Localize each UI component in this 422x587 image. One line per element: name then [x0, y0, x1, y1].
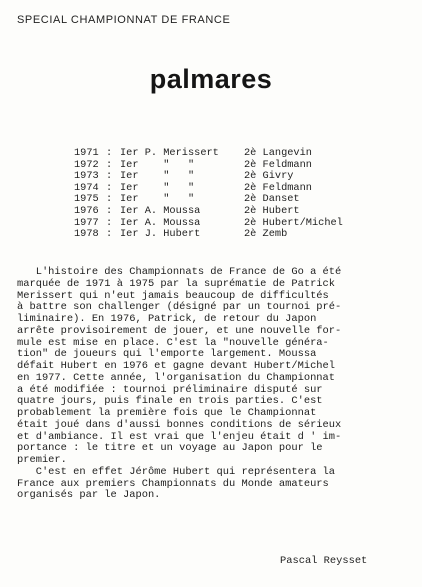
palmares-year: 1971 [74, 147, 99, 159]
page-title: palmares [149, 64, 273, 94]
palmares-row [74, 148, 364, 160]
article-line: était joué dans d'aussi bonnes conditions de sérieux [17, 418, 342, 431]
palmares-runner-up: 2è Hubert [244, 204, 300, 217]
palmares-list [74, 148, 364, 241]
palmares-winner: Ier J. Hubert [120, 228, 201, 241]
article-line: premier. [17, 454, 67, 466]
palmares-separator: : [106, 216, 113, 229]
palmares-runner-up: 2è Zemb [244, 228, 288, 241]
palmares-runner-up: 2è Danset [244, 193, 300, 206]
palmares-winner: Ier A. Moussa [120, 216, 201, 229]
article-line: mule est mise en place. C'est la "nouvelle généra- [17, 336, 329, 349]
palmares-winner: Ier " " [120, 193, 195, 206]
palmares-runner-up: 2è Hubert/Michel [244, 216, 343, 229]
palmares-separator: : [106, 181, 113, 194]
article-line: L'histoire des Championnats de France de Go a été [17, 266, 342, 278]
palmares-year: 1976 [74, 204, 99, 217]
article-body [17, 267, 417, 502]
palmares-separator: : [106, 147, 113, 159]
article-line: a été modifiée : tournoi préliminaire disputé sur [17, 383, 323, 396]
palmares-year: 1977 [74, 216, 99, 229]
article-line: quatre jours, puis finale en trois parties. C'est [17, 395, 323, 408]
article-line: C'est en effet Jérôme Hubert qui représentera la [17, 465, 336, 478]
article-line: arrête provisoirement de jouer, et une nouvelle for- [17, 324, 342, 337]
palmares-separator: : [106, 204, 113, 217]
palmares-year: 1972 [74, 158, 99, 171]
palmares-runner-up: 2è Langevin [244, 147, 312, 159]
palmares-year: 1978 [74, 228, 99, 241]
palmares-runner-up: 2è Givry [244, 170, 294, 183]
palmares-row [74, 218, 364, 230]
palmares-separator: : [106, 170, 113, 183]
palmares-winner: Ier P. Merissert [120, 147, 219, 159]
palmares-separator: : [106, 158, 113, 171]
article-line: Merissert qui n'eut jamais beaucoup de difficultés [17, 289, 329, 302]
article-line: en 1977. Cette année, l'organisation du Championnat [17, 371, 336, 384]
palmares-year: 1973 [74, 170, 99, 183]
article-line: défait Hubert en 1976 et gagne devant Hubert/Michel [17, 360, 336, 372]
palmares-runner-up: 2è Feldmann [244, 181, 312, 194]
section-heading: SPECIAL CHAMPIONNAT DE FRANCE [17, 14, 231, 26]
palmares-row [74, 160, 364, 172]
palmares-row [74, 229, 364, 241]
article-line: et d'ambiance. Il est vrai que l'enjeu était d ' im- [17, 430, 342, 443]
article-line: marquée de 1971 à 1975 par la suprématie de Patrick [17, 277, 336, 290]
palmares-row [74, 194, 364, 206]
palmares-winner: Ier " " [120, 181, 195, 194]
article-line: liminaire). En 1976, Patrick, de retour du Japon [17, 313, 317, 325]
palmares-year: 1974 [74, 181, 99, 194]
author-signature: Pascal Reysset [280, 555, 368, 567]
palmares-row [74, 171, 364, 183]
palmares-separator: : [106, 228, 113, 241]
palmares-winner: Ier " " [120, 170, 195, 183]
article-line: portance : le titre et un voyage au Japon pour le [17, 442, 323, 455]
article-line: à battre son challenger (désigné par un tournoi pré- [17, 301, 342, 314]
palmares-row [74, 206, 364, 218]
palmares-year: 1975 [74, 193, 99, 206]
palmares-row [74, 183, 364, 195]
palmares-separator: : [106, 193, 113, 206]
article-line: France aux premiers Championnats du Monde amateurs [17, 477, 329, 490]
article-line: tion" de joueurs qui l'emporte largement. Moussa [17, 348, 317, 361]
article-line: probablement la première fois que le Championnat [17, 407, 317, 419]
article-line: organisés par le Japon. [17, 489, 161, 502]
palmares-winner: Ier A. Moussa [120, 204, 201, 217]
palmares-runner-up: 2è Feldmann [244, 158, 312, 171]
palmares-winner: Ier " " [120, 158, 195, 171]
